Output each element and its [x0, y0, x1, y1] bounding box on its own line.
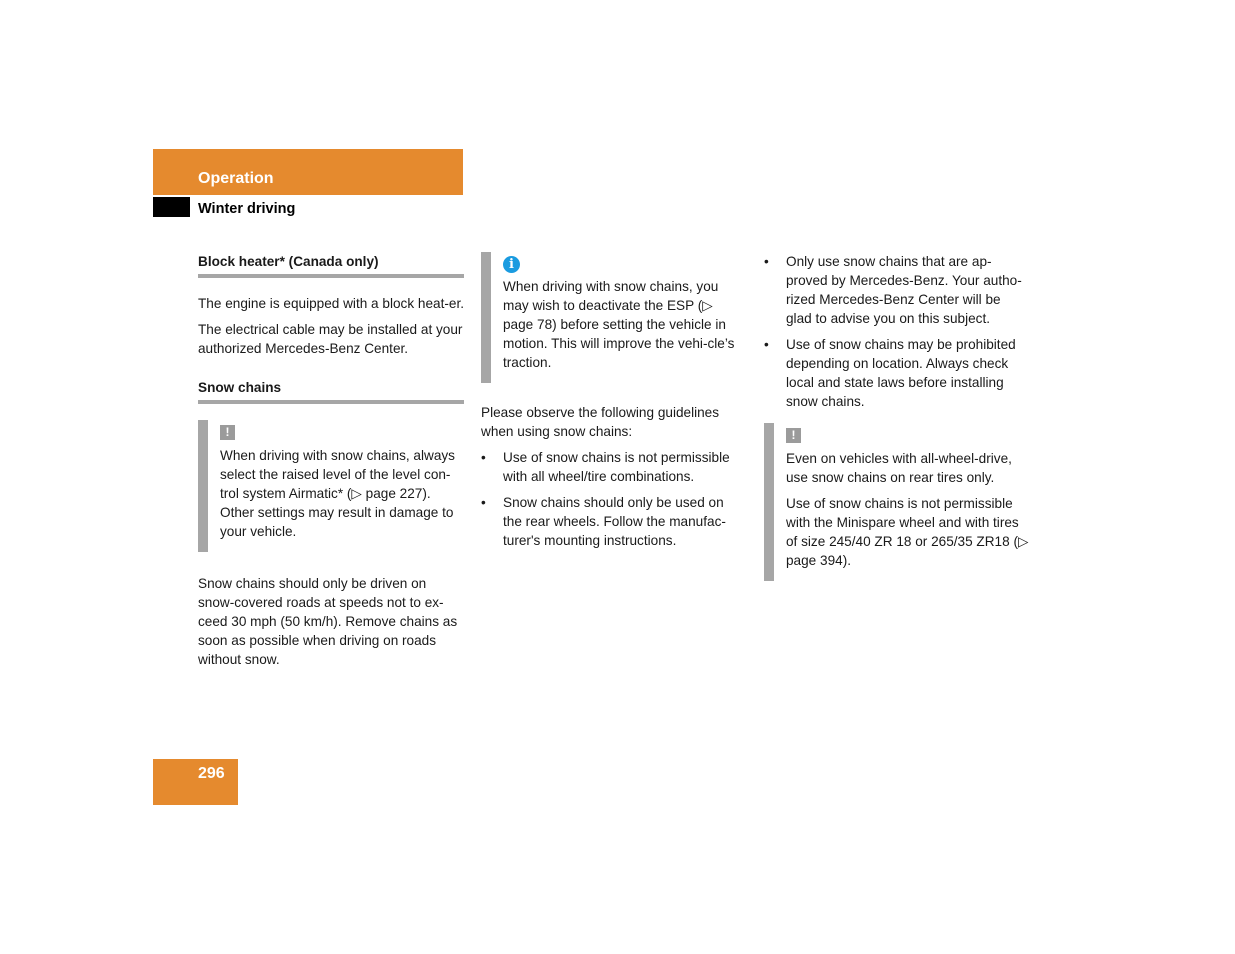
section-marker: [153, 197, 190, 217]
info-notice-esp: [481, 252, 743, 383]
warning-icon: !: [786, 428, 801, 443]
bullet-glyph: •: [764, 254, 769, 269]
paragraph-block-heater-2: The electrical cable may be installed at your authorized Mercedes-Benz Center.: [198, 322, 463, 356]
heading-snow-chains: Snow chains: [198, 378, 464, 404]
page-number: 296: [198, 765, 225, 782]
warning-text-airmatic: When driving with snow chains, always select the raised level of the level con-trol system Airmatic* (▷ page 227). Other settings may result in damage to your vehicle.: [220, 448, 455, 539]
paragraph-guidelines-intro: Please observe the following guidelines when using snow chains:: [481, 405, 720, 439]
warning-icon: !: [220, 425, 235, 440]
info-text-esp: When driving with snow chains, you may wish to deactivate the ESP (▷ page 78) before setting the vehicle in motion. This will improve the vehi-cle’s traction.: [503, 279, 735, 370]
bullet-glyph: •: [764, 337, 769, 352]
heading-block-heater: Block heater* (Canada only): [198, 252, 464, 278]
column-left: [198, 252, 464, 676]
guidelines-list-continued: [764, 252, 1030, 411]
info-icon: i: [503, 256, 520, 273]
list-item: • Only use snow chains that are ap-proved by Mercedes-Benz. Your autho-rized Mercedes-Benz Center will be glad to advise you on this subject.: [764, 254, 1022, 326]
column-right: [764, 252, 1030, 603]
paragraph-block-heater-1: The engine is equipped with a block heat-er.: [198, 296, 465, 311]
chapter-title: Operation: [198, 170, 274, 187]
warning-text-minispare: Use of snow chains is not permissible with the Minispare wheel and with tires of size 245/40 ZR 18 or 265/35 ZR18 (▷ page 394).: [786, 496, 1029, 568]
guidelines-list: [481, 448, 743, 550]
warning-notice-all-wheel-drive: [764, 423, 1030, 581]
list-item: • Snow chains should only be used on the rear wheels. Follow the manufac-turer's mounting instructions.: [481, 495, 726, 548]
list-item: • Use of snow chains may be prohibited depending on location. Always check local and state laws before installing snow chains.: [764, 337, 1016, 409]
list-item: • Use of snow chains is not permissible with all wheel/tire combinations.: [481, 450, 730, 484]
warning-notice-airmatic: [198, 420, 464, 552]
warning-text-rear-tires: Even on vehicles with all-wheel-drive, use snow chains on rear tires only.: [786, 451, 1012, 485]
section-title: Winter driving: [198, 201, 296, 217]
paragraph-snow-chains-speed: Snow chains should only be driven on snow-covered roads at speeds not to ex-ceed 30 mph (50 km/h). Remove chains as soon as possible when driving on roads without snow.: [198, 576, 458, 667]
bullet-glyph: •: [481, 495, 486, 510]
bullet-glyph: •: [481, 450, 486, 465]
page-number-box: [153, 759, 238, 805]
column-middle: [481, 252, 743, 562]
